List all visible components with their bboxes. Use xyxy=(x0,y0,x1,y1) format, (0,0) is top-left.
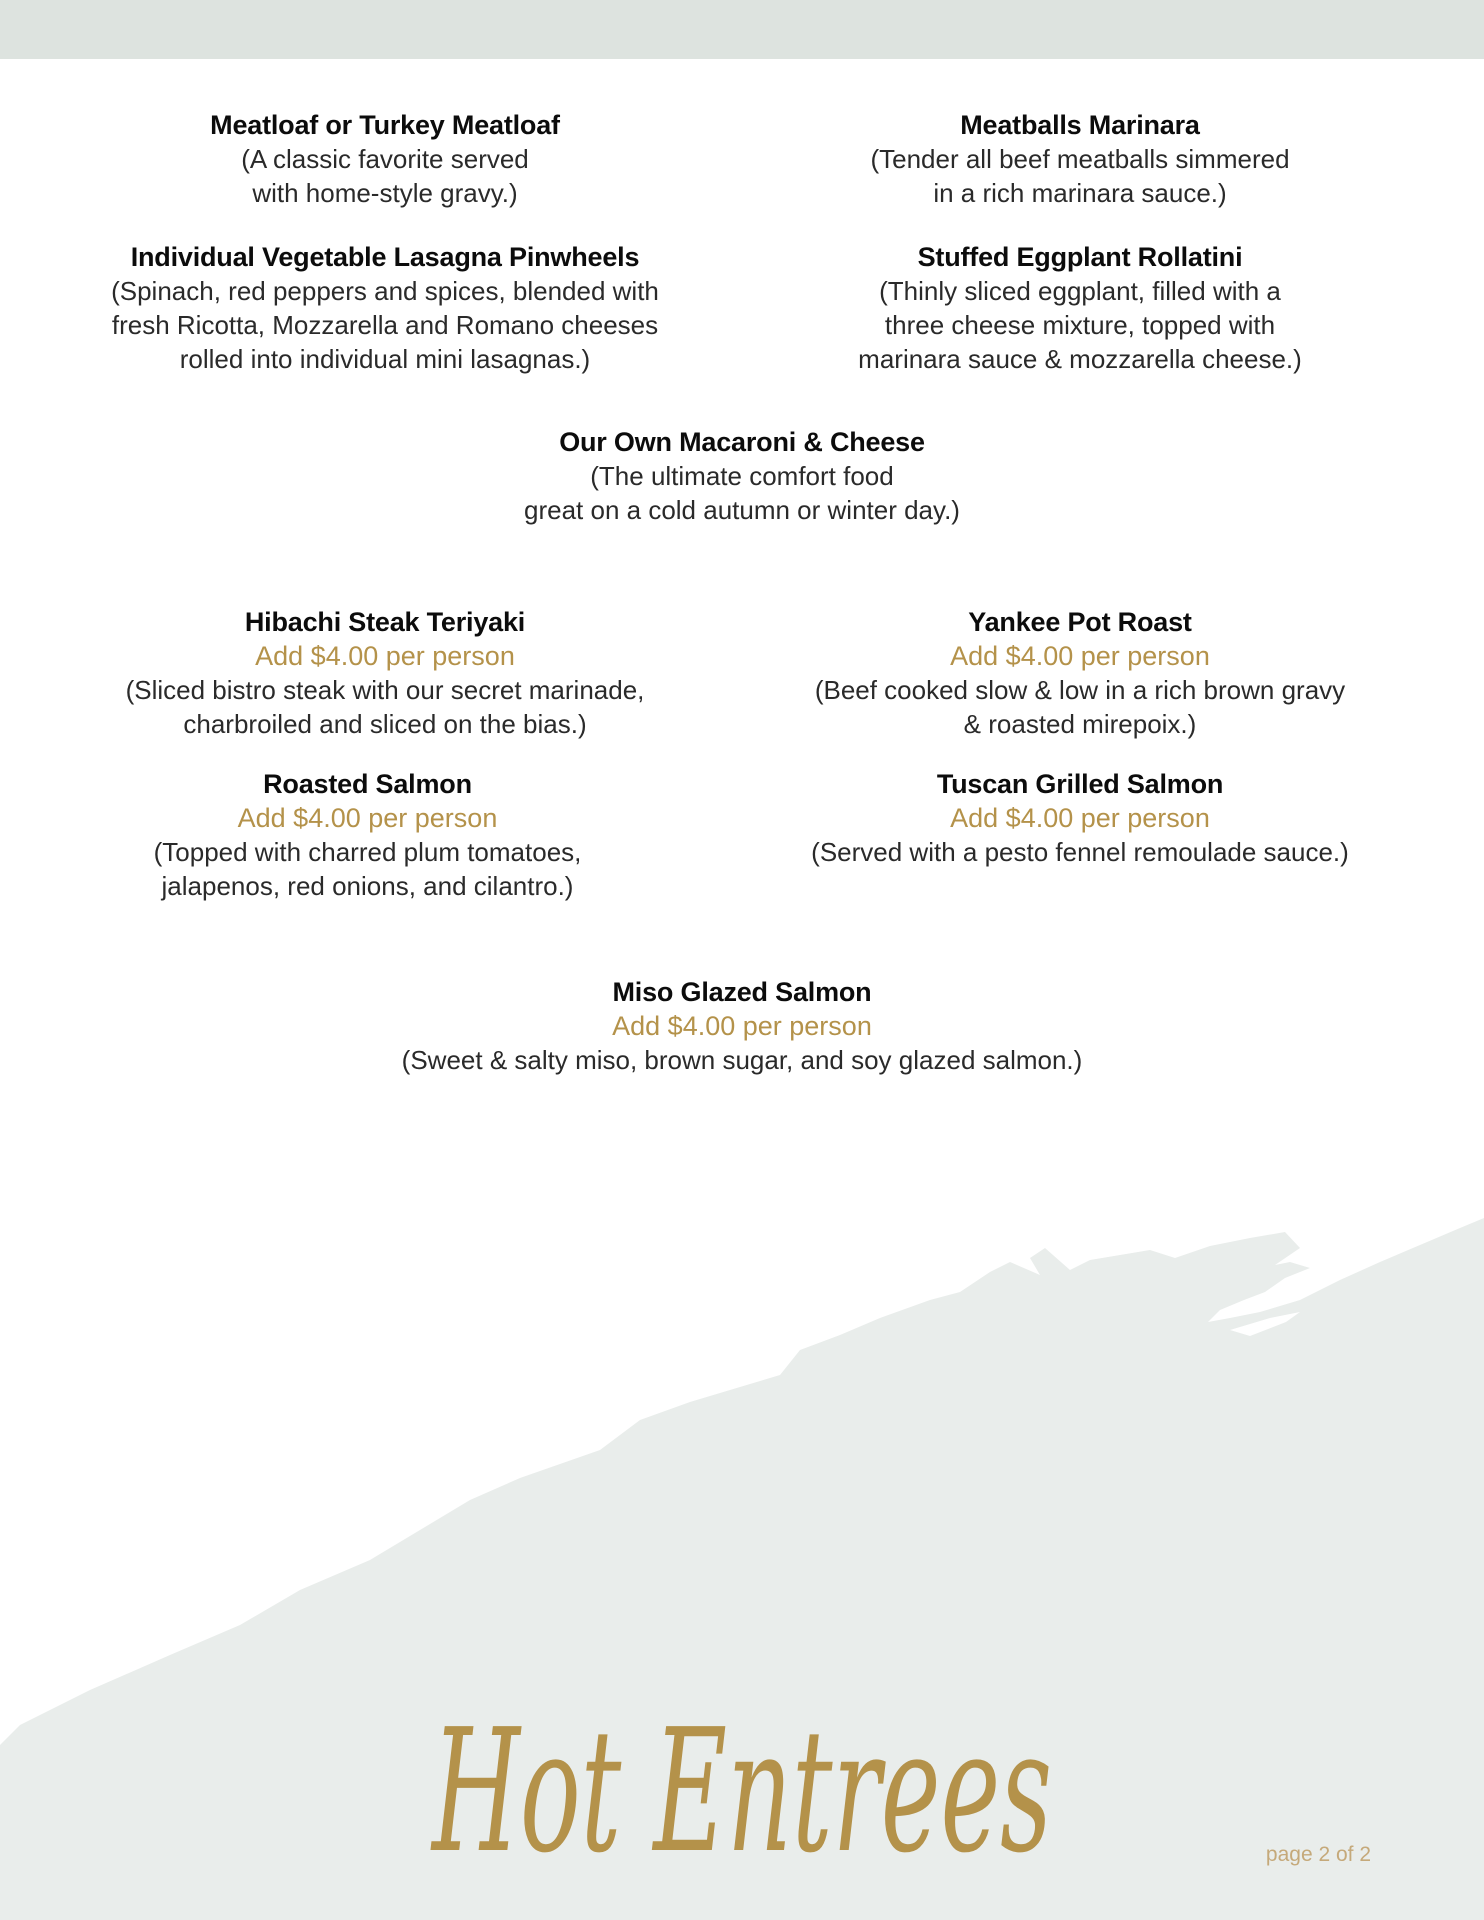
item-description: (Thinly sliced eggplant, filled with a three cheese mixture, topped with marinara sauce & mozzarella cheese.) xyxy=(858,276,1302,374)
item-description: (A classic favorite served with home-style gravy.) xyxy=(241,144,529,208)
item-description: (Beef cooked slow & low in a rich brown gravy & roasted mirepoix.) xyxy=(814,675,1346,739)
item-name: Hibachi Steak Teriyaki xyxy=(244,607,526,637)
item-name: Meatballs Marinara xyxy=(960,110,1200,140)
item-price: Add $4.00 per person xyxy=(950,641,1210,671)
menu-item-eggplant xyxy=(760,240,1400,376)
item-name: Stuffed Eggplant Rollatini xyxy=(917,242,1243,272)
item-description: (Topped with charred plum tomatoes, jalapenos, red onions, and cilantro.) xyxy=(153,837,582,901)
item-description: (Spinach, red peppers and spices, blended with fresh Ricotta, Mozzarella and Romano cheeses rolled into individual mini lasagnas.) xyxy=(111,276,659,374)
menu-item-macaroni xyxy=(342,425,1142,527)
item-description: (Sweet & salty miso, brown sugar, and soy glazed salmon.) xyxy=(401,1045,1083,1075)
item-name: Roasted Salmon xyxy=(263,769,472,799)
item-name: Tuscan Grilled Salmon xyxy=(936,769,1224,799)
item-description: (Tender all beef meatballs simmered in a rich marinara sauce.) xyxy=(870,144,1290,208)
page-number: page 2 of 2 xyxy=(1265,1843,1371,1866)
item-name: Individual Vegetable Lasagna Pinwheels xyxy=(130,242,640,272)
menu-item-meatloaf xyxy=(60,108,710,210)
item-description: (The ultimate comfort food great on a cold autumn or winter day.) xyxy=(524,461,960,525)
item-price: Add $4.00 per person xyxy=(237,803,498,833)
title-text: Hot Entrees xyxy=(430,1693,1053,1891)
item-name: Meatloaf or Turkey Meatloaf xyxy=(210,110,560,140)
item-name: Our Own Macaroni & Cheese xyxy=(559,427,925,457)
menu-item-lasagna xyxy=(40,240,730,376)
menu-item-hibachi xyxy=(60,605,710,741)
item-name: Yankee Pot Roast xyxy=(968,607,1192,637)
item-description: (Served with a pesto fennel remoulade sauce.) xyxy=(811,837,1349,867)
menu-item-meatballs xyxy=(760,108,1400,210)
item-name: Miso Glazed Salmon xyxy=(612,977,872,1007)
hot-entrees-script-title xyxy=(412,1665,1072,1895)
menu-item-miso-salmon xyxy=(292,975,1192,1077)
menu-item-roasted-salmon xyxy=(40,767,695,903)
item-price: Add $4.00 per person xyxy=(612,1011,872,1041)
item-description: (Sliced bistro steak with our secret marinade, charbroiled and sliced on the bias.) xyxy=(125,675,645,739)
item-price: Add $4.00 per person xyxy=(255,641,515,671)
menu-item-pot-roast xyxy=(760,605,1400,741)
item-price: Add $4.00 per person xyxy=(950,803,1210,833)
menu-item-tuscan-salmon xyxy=(760,767,1400,869)
